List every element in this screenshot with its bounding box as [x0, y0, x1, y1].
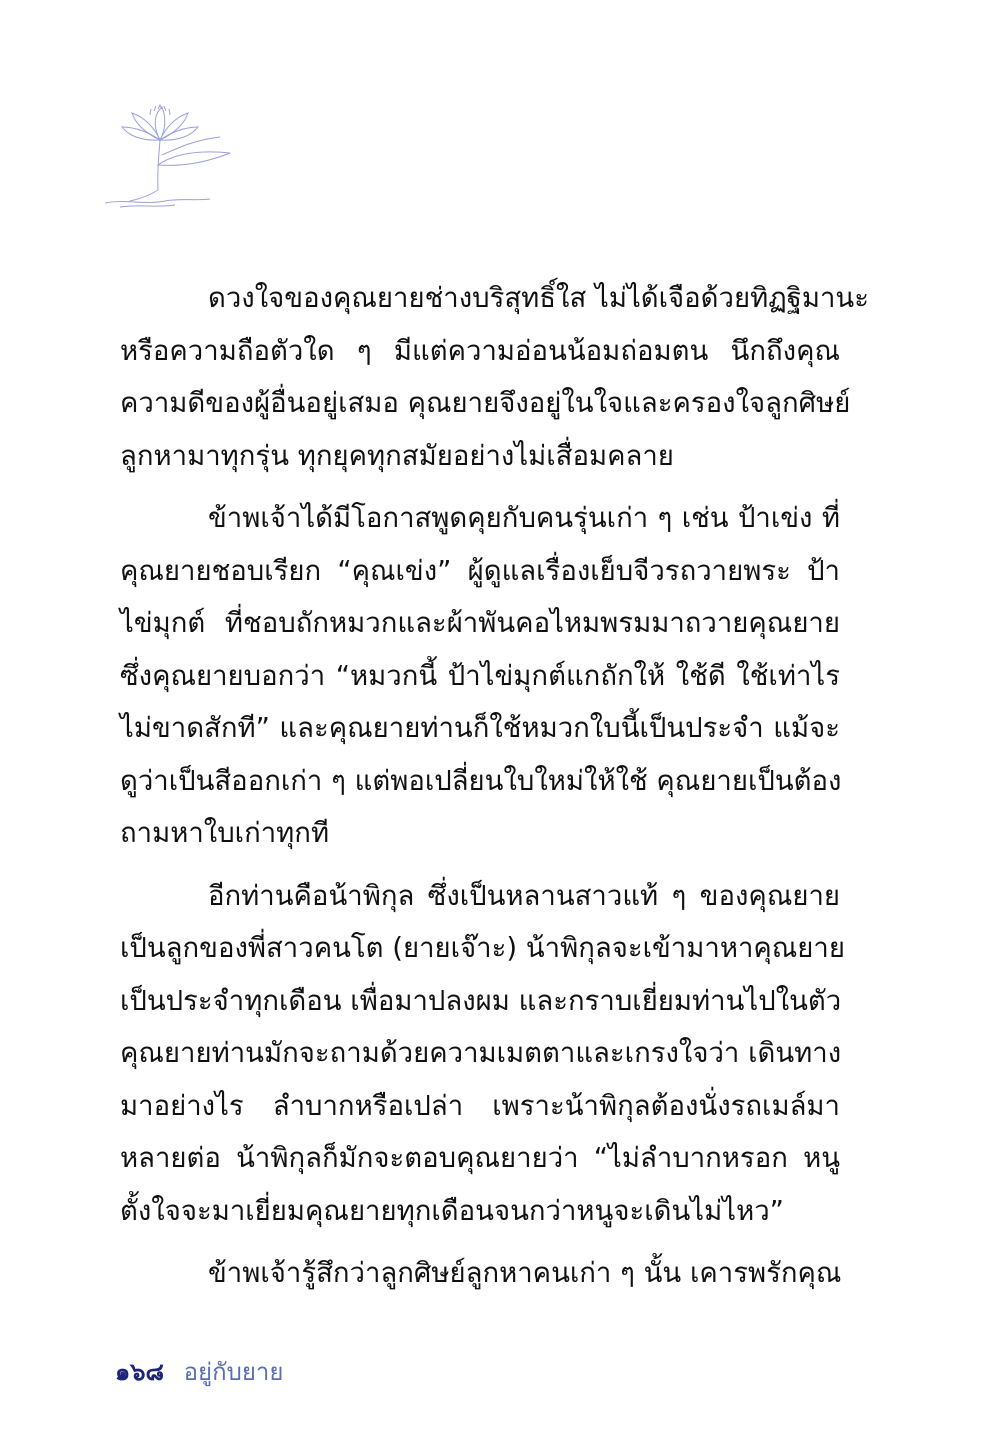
page-number: ๑๖๘: [115, 1358, 164, 1386]
text-line: ความดีของผู้อื่นอยู่เสมอ คุณยายจึงอยู่ในใจและครองใจลูกศิษย์: [120, 387, 851, 419]
text-line: ไข่มุกต์ ที่ชอบถักหมวกและผ้าพันคอไหมพรมมาถวายคุณยาย: [120, 607, 840, 639]
text-line: ลูกหามาทุกรุ่น ทุกยุคทุกสมัยอย่างไม่เสื่อมคลาย: [120, 439, 674, 472]
paragraph-4: [120, 1247, 840, 1300]
text-line: ถามหาใบเก่าทุกที: [120, 817, 330, 849]
paragraph-3: [120, 870, 845, 1238]
text-line: ข้าพเจ้าได้มีโอกาสพูดคุยกับคนรุ่นเก่า ๆ เช่น ป้าเข่ง ที่: [208, 502, 840, 534]
paragraph-2: [120, 492, 840, 860]
text-line: ข้าพเจ้ารู้สึกว่าลูกศิษย์ลูกหาคนเก่า ๆ นั้น เคารพรักคุณ: [208, 1257, 842, 1289]
text-line: หรือความถือตัวใด ๆ มีแต่ความอ่อนน้อมถ่อมตน นึกถึงคุณ: [120, 334, 840, 367]
paragraph-1: [120, 272, 869, 482]
text-line: มาอย่างไร ลำบากหรือเปล่า เพราะน้าพิกุลต้องนั่งรถเมล์มา: [120, 1089, 840, 1122]
text-line: ดวงใจของคุณยายช่างบริสุทธิ์ใส ไม่ได้เจือด้วยทิฏฐิมานะ: [208, 282, 869, 314]
page-footer: [115, 1352, 283, 1391]
text-line: เป็นประจำทุกเดือน เพื่อมาปลงผม และกราบเยี่ยมท่านไปในตัว: [120, 984, 842, 1017]
text-line: คุณยายท่านมักจะถามด้วยความเมตตาและเกรงใจว่า เดินทาง: [120, 1037, 842, 1069]
text-line: หลายต่อ น้าพิกุลก็มักจะตอบคุณยายว่า “ไม่ลำบากหรอก หนู: [120, 1142, 840, 1174]
text-line: ดูว่าเป็นสีออกเก่า ๆ แต่พอเปลี่ยนใบใหม่ให้ใช้ คุณยายเป็นต้อง: [120, 764, 842, 797]
text-line: ซึ่งคุณยายบอกว่า “หมวกนี้ ป้าไข่มุกต์แกถักให้ ใช้ดี ใช้เท่าไร: [120, 659, 840, 692]
text-line: คุณยายชอบเรียก “คุณเข่ง” ผู้ดูแลเรื่องเย็บจีวรถวายพระ ป้า: [120, 554, 840, 587]
text-line: ไม่ขาดสักที” และคุณยายท่านก็ใช้หมวกใบนี้เป็นประจำ แม้จะ: [120, 712, 840, 744]
text-line: เป็นลูกของพี่สาวคนโต (ยายเจ๊าะ) น้าพิกุลจะเข้ามาหาคุณยาย: [120, 932, 845, 964]
book-title: อยู่กับยาย: [183, 1358, 284, 1386]
lotus-flower-icon: [100, 95, 250, 215]
text-line: อีกท่านคือน้าพิกุล ซึ่งเป็นหลานสาวแท้ ๆ ของคุณยาย: [208, 879, 840, 912]
body-text: [120, 272, 869, 1310]
text-line: ตั้งใจจะมาเยี่ยมคุณยายทุกเดือนจนกว่าหนูจะเดินไม่ไหว”: [120, 1194, 784, 1227]
